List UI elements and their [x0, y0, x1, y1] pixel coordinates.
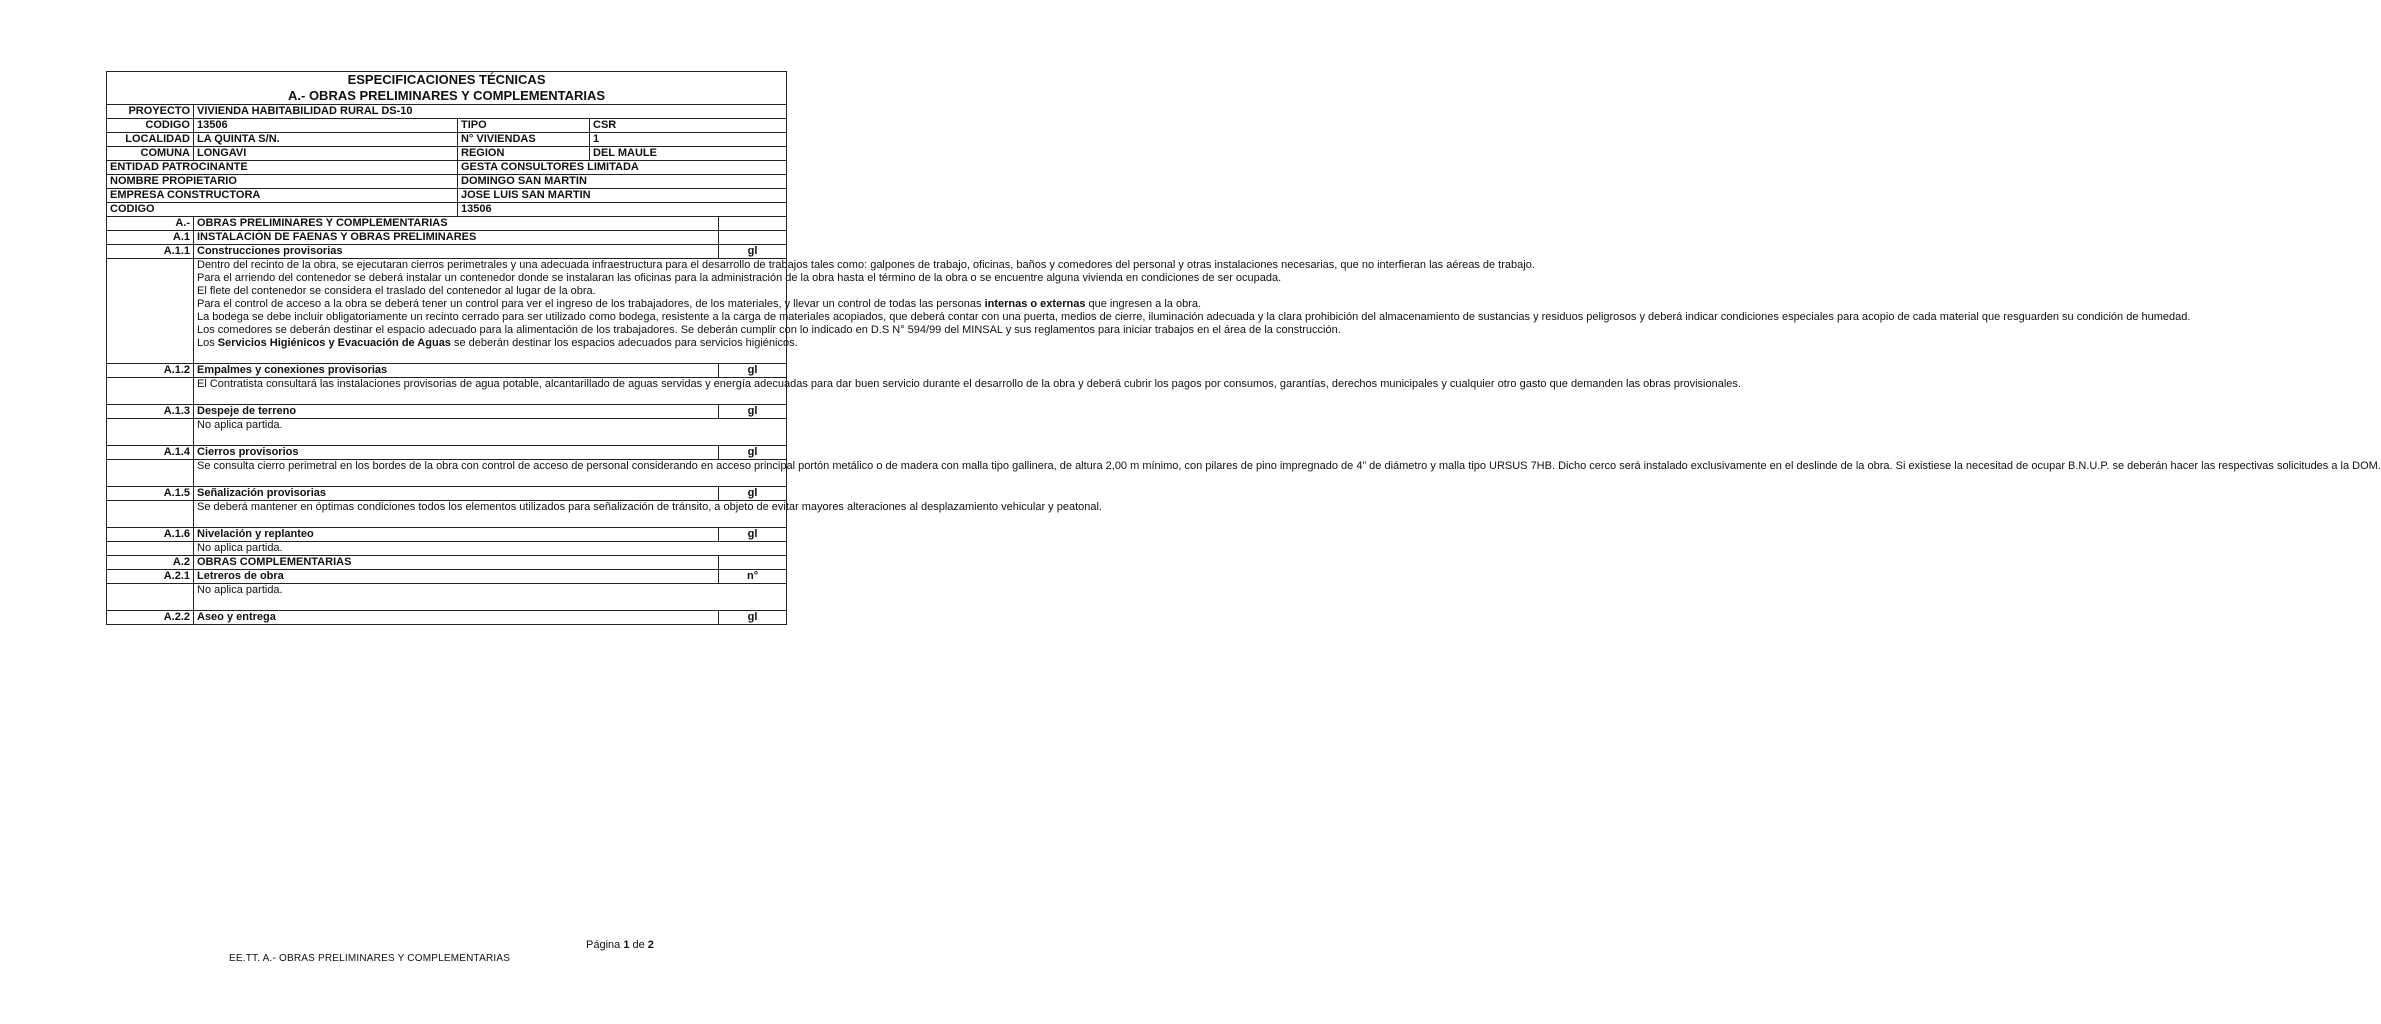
item-a12-unit: gl	[719, 364, 787, 378]
item-a21-number: A.2.1	[107, 570, 194, 584]
item-a12-number: A.1.2	[107, 364, 194, 378]
item-a14-unit: gl	[719, 446, 787, 460]
codigo2-label: CODIGO	[107, 203, 458, 217]
propietario-label: NOMBRE PROPIETARIO	[107, 175, 458, 189]
item-a11-description: Dentro del recinto de la obra, se ejecutaran cierros perimetrales y una adecuada infraestructura para el desarrollo de trabajos tales como: galpones de trabajo, oficinas, baños y comedores del personal y otras instalaciones necesarias, que no interfieran las aéreas de trabajo. Para el arriendo del contenedor se deberá instalar un contenedor donde se instalaran las oficinas para la administración de la obra hasta el término de la obra o se encuentre alguna vivienda en condiciones de ser ocupada. El flete del contenedor se considera el traslado del contenedor al lugar de la obra. Para el control de acceso a la obra se deberá tener un control para ver el ingreso de los trabajadores, de los materiales, y llevar un control de todas las personas internas o externas que ingresen a la obra. La bodega se debe incluir obligatoriamente un recinto cerrado para ser utilizado como bodega, resistente a la carga de materiales acopiados, que deberá contar con una puerta, medios de cierre, iluminación adecuada y la clara prohibición del almacenamiento de sustancias y residuos peligrosos y deberá indicar condiciones especiales para acopio de cada material que resguarden su condición de humedad. Los comedores se deberán destinar el espacio adecuado para la alimentación de los trabajadores. Se deberán cumplir con lo indicado en D.S N° 594/99 del MINSAL y sus reglamentos para iniciar trabajos en el área de la construcción. Los Servicios Higiénicos y Evacuación de Aguas se deberán destinar los espacios adecuados para servicios higiénicos.	[194, 259, 787, 364]
item-a13-title: Despeje de terreno	[194, 405, 719, 419]
codigo-label: CODIGO	[107, 119, 194, 133]
item-a16-title: Nivelación y replanteo	[194, 528, 719, 542]
item-a14-number: A.1.4	[107, 446, 194, 460]
comuna-label: COMUNA	[107, 147, 194, 161]
codigo2-value: 13506	[458, 203, 787, 217]
empresa-value: JOSE LUIS SAN MARTIN	[458, 189, 787, 203]
empresa-label: EMPRESA CONSTRUCTORA	[107, 189, 458, 203]
item-a15-number: A.1.5	[107, 487, 194, 501]
viviendas-value: 1	[590, 133, 787, 147]
item-a22-title: Aseo y entrega	[194, 611, 719, 625]
page-number: Página 1 de 2	[586, 939, 654, 951]
comuna-value: LONGAVI	[194, 147, 458, 161]
item-a16-unit: gl	[719, 528, 787, 542]
item-a15-description: Se deberá mantener en óptimas condiciones todos los elementos utilizados para señalización de tránsito, a objeto de evitar mayores alteraciones al desplazamiento vehicular y peatonal.	[194, 501, 787, 528]
codigo-value: 13506	[194, 119, 458, 133]
viviendas-label: N° VIVIENDAS	[458, 133, 590, 147]
propietario-value: DOMINGO SAN MARTIN	[458, 175, 787, 189]
item-a21-title: Letreros de obra	[194, 570, 719, 584]
item-a14-title: Cierros provisorios	[194, 446, 719, 460]
section-a-number: A.-	[107, 217, 194, 231]
section-a2-title: OBRAS COMPLEMENTARIAS	[194, 556, 719, 570]
proyecto-label: PROYECTO	[107, 105, 194, 119]
item-a12-description: El Contratista consultará las instalaciones provisorias de agua potable, alcantarillado de aguas servidas y energía adecuadas para dar buen servicio durante el desarrollo de la obra y deberá cubrir los pagos por consumos, garantías, derechos municipales y cualquier otro gasto que demanden las obras provisionales.	[194, 378, 787, 405]
item-a11-unit: gl	[719, 245, 787, 259]
item-a16-number: A.1.6	[107, 528, 194, 542]
tipo-label: TIPO	[458, 119, 590, 133]
document-footer: EE.TT. A.- OBRAS PRELIMINARES Y COMPLEMENTARIAS	[229, 953, 511, 964]
item-a14-description: Se consulta cierro perimetral en los bordes de la obra con control de acceso de personal considerando en acceso principal portón metálico o de madera con malla tipo gallinera, de altura 2,00 m mínimo, con pilares de pino impregnado de 4” de diámetro y malla tipo URSUS 7HB. Dicho cerco será instalado exclusivamente en el deslinde de la obra. Si existiese la necesitad de ocupar B.N.U.P. se deberán hacer las respectivas solicitudes a la DOM.	[194, 460, 787, 487]
section-a1-title: INSTALACIÓN DE FAENAS Y OBRAS PRELIMINARES	[194, 231, 719, 245]
section-a-title: OBRAS PRELIMINARES Y COMPLEMENTARIAS	[194, 217, 719, 231]
item-a15-title: Señalización provisorias	[194, 487, 719, 501]
item-a13-unit: gl	[719, 405, 787, 419]
proyecto-value: VIVIENDA HABITABILIDAD RURAL DS-10	[194, 105, 787, 119]
item-a11-title: Construcciones provisorias	[194, 245, 719, 259]
section-a2-number: A.2	[107, 556, 194, 570]
document-title: ESPECIFICACIONES TÉCNICAS A.- OBRAS PRELIMINARES Y COMPLEMENTARIAS	[107, 72, 787, 105]
item-a13-number: A.1.3	[107, 405, 194, 419]
localidad-label: LOCALIDAD	[107, 133, 194, 147]
item-a21-description: No aplica partida.	[194, 584, 787, 611]
section-a1-number: A.1	[107, 231, 194, 245]
item-a11-number: A.1.1	[107, 245, 194, 259]
item-a22-number: A.2.2	[107, 611, 194, 625]
region-label: REGION	[458, 147, 590, 161]
item-a12-title: Empalmes y conexiones provisorias	[194, 364, 719, 378]
tipo-value: CSR	[590, 119, 787, 133]
item-a22-unit: gl	[719, 611, 787, 625]
entidad-value: GESTA CONSULTORES LIMITADA	[458, 161, 787, 175]
region-value: DEL MAULE	[590, 147, 787, 161]
item-a13-description: No aplica partida.	[194, 419, 787, 446]
item-a15-unit: gl	[719, 487, 787, 501]
specifications-table	[106, 71, 2381, 625]
localidad-value: LA QUINTA S/N.	[194, 133, 458, 147]
item-a16-description: No aplica partida.	[194, 542, 787, 556]
item-a21-unit: n°	[719, 570, 787, 584]
entidad-label: ENTIDAD PATROCINANTE	[107, 161, 458, 175]
